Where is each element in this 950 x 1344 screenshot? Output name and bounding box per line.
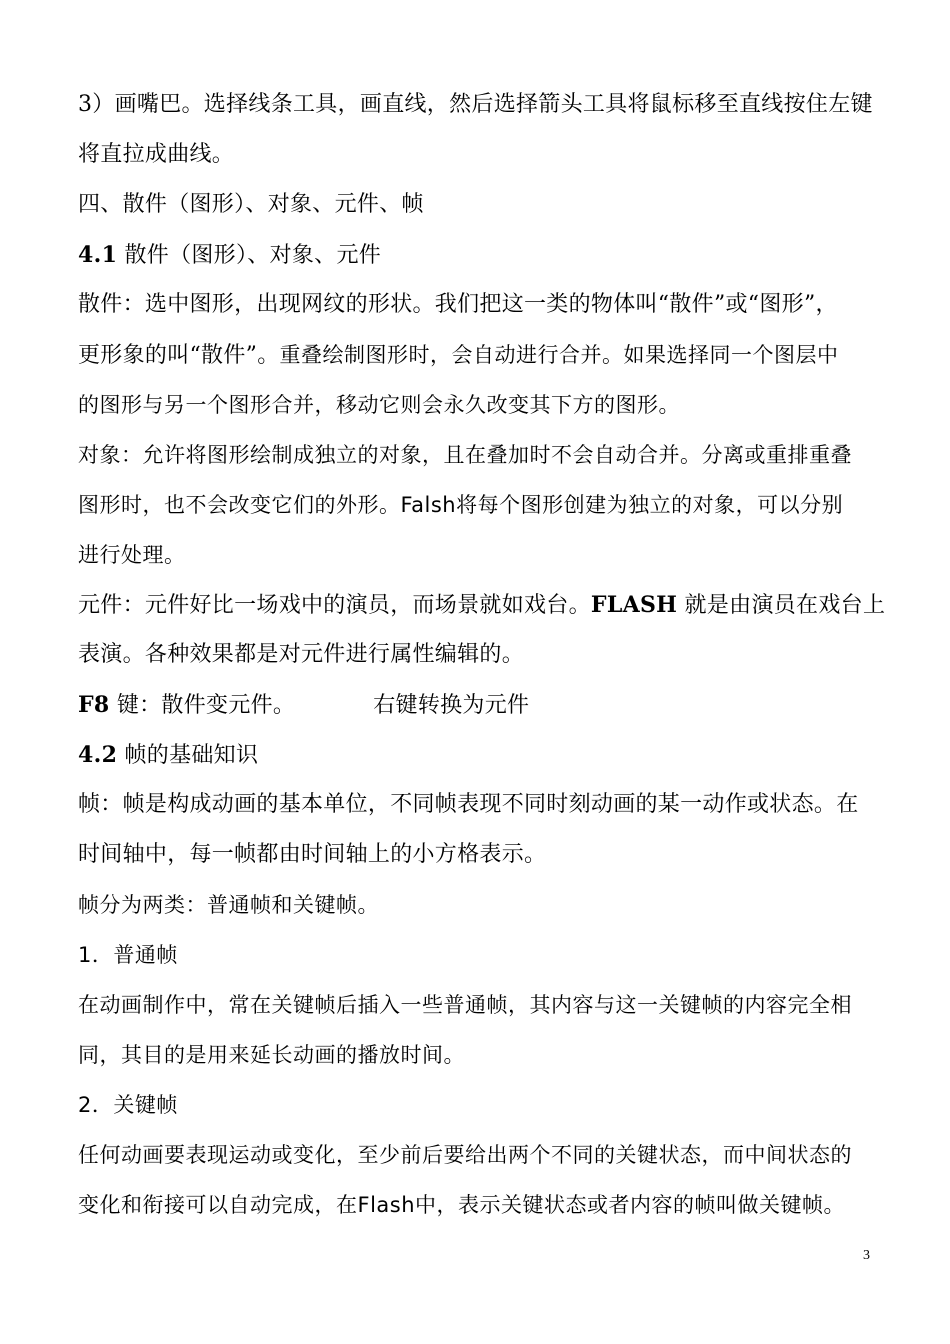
- subsection-heading: [78, 240, 381, 271]
- paragraph-line: [78, 1040, 465, 1070]
- paragraph-line: [78, 640, 524, 670]
- text-run: FLASH: [590, 592, 678, 618]
- text-run: 帧：帧是构成动画的基本单位，不同帧表现不同时刻动画的某一动作或状态。在: [78, 792, 859, 817]
- text-run: 右键转换为元件: [373, 693, 530, 718]
- text-run: 在动画制作中，常在关键帧后插入一些普通帧，其内容与这一关键帧的内容完全相: [78, 993, 852, 1017]
- paragraph-line: [78, 540, 186, 570]
- section-heading: [78, 190, 424, 220]
- text-run: 将直拉成曲线。: [78, 142, 235, 167]
- text-run: 变化和衔接可以自动完成，在Flash中，表示关键状态或者内容的帧叫做关键帧。: [78, 1193, 846, 1217]
- paragraph-line: [78, 890, 379, 920]
- text-run: 同，其目的是用来延长动画的播放时间。: [78, 1043, 465, 1067]
- text-run: 键：散件变元件。: [109, 693, 296, 718]
- paragraph-line: [78, 140, 234, 170]
- text-run: 元件：元件好比一场戏中的演员，而场景就如戏台。: [78, 593, 591, 618]
- paragraph-line: [78, 390, 680, 420]
- heading-text: 四、散件（图形）、对象、元件、帧: [78, 192, 424, 217]
- paragraph-line: [78, 340, 839, 371]
- paragraph-line: [78, 690, 529, 721]
- section-number: 4.1: [78, 242, 118, 268]
- section-number: 4.2: [78, 742, 118, 768]
- text-run: 图形时，也不会改变它们的外形。Falsh将每个图形创建为独立的对象，可以分别: [78, 493, 844, 517]
- text-run: 对象：允许将图形绘制成独立的对象，且在叠加时不会自动合并。分离或重排重叠: [78, 443, 852, 467]
- text-run: 帧分为两类：普通帧和关键帧。: [78, 893, 379, 917]
- paragraph-line: [78, 1140, 852, 1170]
- heading-text: 帧的基础知识: [117, 743, 259, 768]
- list-heading: [78, 940, 178, 970]
- page-number: 3: [863, 1248, 870, 1263]
- text-run: 任何动画要表现运动或变化，至少前后要给出两个不同的关键状态，而中间状态的: [78, 1143, 852, 1167]
- text-run: 重叠绘制图形时，会自动进行合并。如果选择同一个图层中: [279, 343, 839, 367]
- paragraph-line: [78, 1190, 845, 1220]
- paragraph-line: [78, 490, 843, 520]
- text-run: 散件：选中图形，出现网纹的形状。我们把这一类的物体叫“散件”或“图形”，: [78, 292, 838, 317]
- text-run: 3）画嘴巴。选择线条工具，画直线，然后选择箭头工具将鼠标移至直线按住左键: [78, 92, 873, 117]
- text-run: 的图形与另一个图形合并，移动它则会永久改变其下方的图形。: [78, 393, 680, 417]
- text-run: 时间轴中，每一帧都由时间轴上的小方格表示。: [78, 842, 547, 867]
- paragraph-line: [78, 840, 546, 870]
- subsection-heading: [78, 740, 258, 771]
- text-run: 进行处理。: [78, 543, 186, 567]
- paragraph-line: [78, 990, 852, 1020]
- paragraph-line: [78, 440, 852, 470]
- text-run: 表演。各种效果都是对元件进行属性编辑的。: [78, 642, 525, 667]
- paragraph-line: [78, 590, 885, 621]
- text-run: 更形象的叫“散件”。: [78, 343, 280, 368]
- heading-text: 散件（图形）、对象、元件: [117, 243, 382, 268]
- paragraph-line: [78, 290, 838, 320]
- paragraph-line: [78, 90, 873, 120]
- text-run: 2．关键帧: [78, 1093, 178, 1117]
- paragraph-line: [78, 790, 859, 820]
- text-run: 就是由演员在戏台上: [677, 593, 886, 618]
- list-heading: [78, 1090, 178, 1120]
- key-label: F8: [78, 692, 110, 718]
- text-run: 1．普通帧: [78, 943, 178, 967]
